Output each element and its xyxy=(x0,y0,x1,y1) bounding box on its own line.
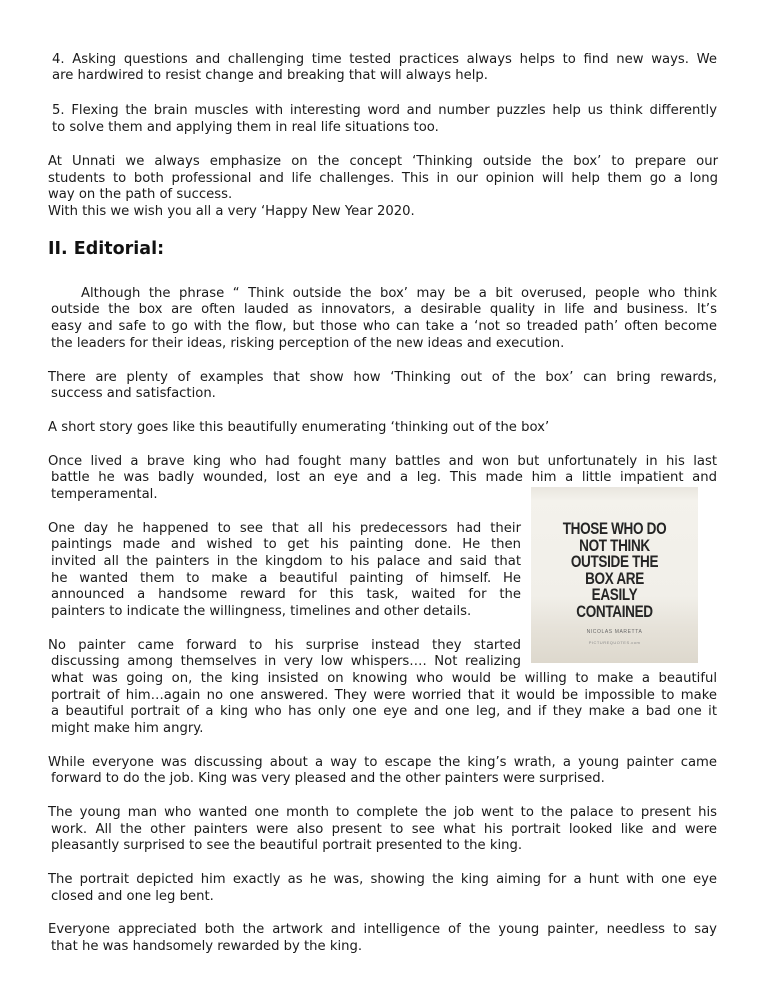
editorial-p7-line-2: forward to do the job. King was very pleased and the other painters were surprised. xyxy=(51,771,605,786)
intro-line-3: way on the path of success. xyxy=(48,187,233,202)
editorial-p1-line-1: Although the phrase “ Think outside the box’ may be a bit overused, people who think xyxy=(81,286,717,301)
editorial-p8-line-2: work. All the other painters were also present to see what his portrait looked like and were xyxy=(51,822,717,837)
poster-quote-text xyxy=(546,521,683,620)
editorial-heading: II. Editorial: xyxy=(48,239,165,259)
editorial-p5-line-4: he wanted them to make a beautiful painting of himself. He xyxy=(51,571,521,586)
editorial-p10-line-1: Everyone appreciated both the artwork and intelligence of the young painter, needless to say xyxy=(48,922,717,937)
editorial-p7-line-1: While everyone was discussing about a way to escape the king’s wrath, a young painter came xyxy=(48,755,717,770)
editorial-p6-line-5: a beautiful portrait of a king who has only one eye and one leg, and if they make a bad one it xyxy=(51,704,717,719)
editorial-p5-line-1: One day he happened to see that all his predecessors had their xyxy=(48,521,521,536)
editorial-p9-line-1: The portrait depicted him exactly as he was, showing the king aiming for a hunt with one eye xyxy=(48,872,717,887)
editorial-p5-line-3: invited all the painters in the kingdom to his palace and said that xyxy=(51,554,521,569)
editorial-p5-line-6: painters to indicate the willingness, timelines and other details. xyxy=(51,604,472,619)
point-4-line-2: are hardwired to resist change and breaking that will always help. xyxy=(52,68,488,83)
poster-quote-line: BOX ARE xyxy=(585,569,644,588)
editorial-p1-line-2: outside the box are often lauded as innovators, a desirable quality in life and business. It’s xyxy=(51,302,717,317)
poster-quote-line: CONTAINED xyxy=(576,602,653,621)
poster-source: PICTUREQUOTES.com xyxy=(588,640,641,645)
editorial-p6-line-3: what was going on, the king insisted on knowing who would be willing to make a beautiful xyxy=(51,671,717,686)
editorial-p6-line-1: No painter came forward to his surprise instead they started xyxy=(48,638,521,653)
intro-line-2: students to both professional and life challenges. This in our opinion will help them go a long xyxy=(48,171,718,186)
editorial-p2-line-1: There are plenty of examples that show how ‘Thinking out of the box’ can bring rewards, xyxy=(48,370,717,385)
editorial-p6-line-4: portrait of him…again no one answered. They were worried that it would be impossible to make xyxy=(51,688,717,703)
editorial-p10-line-2: that he was handsomely rewarded by the king. xyxy=(51,939,363,954)
intro-line-4: With this we wish you all a very ‘Happy New Year 2020. xyxy=(48,204,415,219)
editorial-p4-line-1: Once lived a brave king who had fought many battles and won but unfortunately in his last xyxy=(48,454,717,469)
editorial-p1-line-4: the leaders for their ideas, risking perception of the new ideas and execution. xyxy=(51,336,565,351)
intro-line-1: At Unnati we always emphasize on the concept ‘Thinking outside the box’ to prepare our xyxy=(48,154,718,169)
point-5-line-1: 5. Flexing the brain muscles with interesting word and number puzzles help us think differently xyxy=(52,103,717,118)
editorial-p4-line-3: temperamental. xyxy=(51,487,158,502)
editorial-p6-line-6: might make him angry. xyxy=(51,721,204,736)
editorial-p9-line-2: closed and one leg bent. xyxy=(51,889,214,904)
editorial-p5-line-2: paintings made and wished to get his painting done. He then xyxy=(51,537,521,552)
quote-poster-image xyxy=(531,487,698,663)
editorial-p2-line-2: success and satisfaction. xyxy=(51,386,216,401)
poster-quote-line: THOSE WHO DO xyxy=(562,520,667,538)
editorial-p1-line-3: easy and safe to go with the flow, but those who can take a ‘not so treaded path’ often become xyxy=(51,319,717,334)
editorial-p4-line-2: battle he was badly wounded, lost an eye and a leg. This made him a little impatient and xyxy=(51,470,717,485)
poster-top-band xyxy=(531,487,698,501)
point-5-line-2: to solve them and applying them in real life situations too. xyxy=(52,120,439,135)
poster-quote-line: NOT THINK xyxy=(579,536,650,555)
editorial-p6-line-2: discussing among themselves in very low whispers…. Not realizing xyxy=(51,654,521,669)
poster-author: NICOLAS MARETTA xyxy=(586,629,643,635)
editorial-p8-line-3: pleasantly surprised to see the beautiful portrait presented to the king. xyxy=(51,838,523,853)
editorial-p5-line-5: announced a handsome reward for this task, waited for the xyxy=(51,587,521,602)
poster-quote-line: EASILY xyxy=(591,586,638,604)
poster-quote-line: OUTSIDE THE xyxy=(570,553,659,571)
point-4-line-1: 4. Asking questions and challenging time tested practices always helps to find new ways. We xyxy=(52,52,717,67)
editorial-p8-line-1: The young man who wanted one month to complete the job went to the palace to present his xyxy=(48,805,717,820)
editorial-p3-line-1: A short story goes like this beautifully enumerating ‘thinking out of the box’ xyxy=(48,420,550,435)
